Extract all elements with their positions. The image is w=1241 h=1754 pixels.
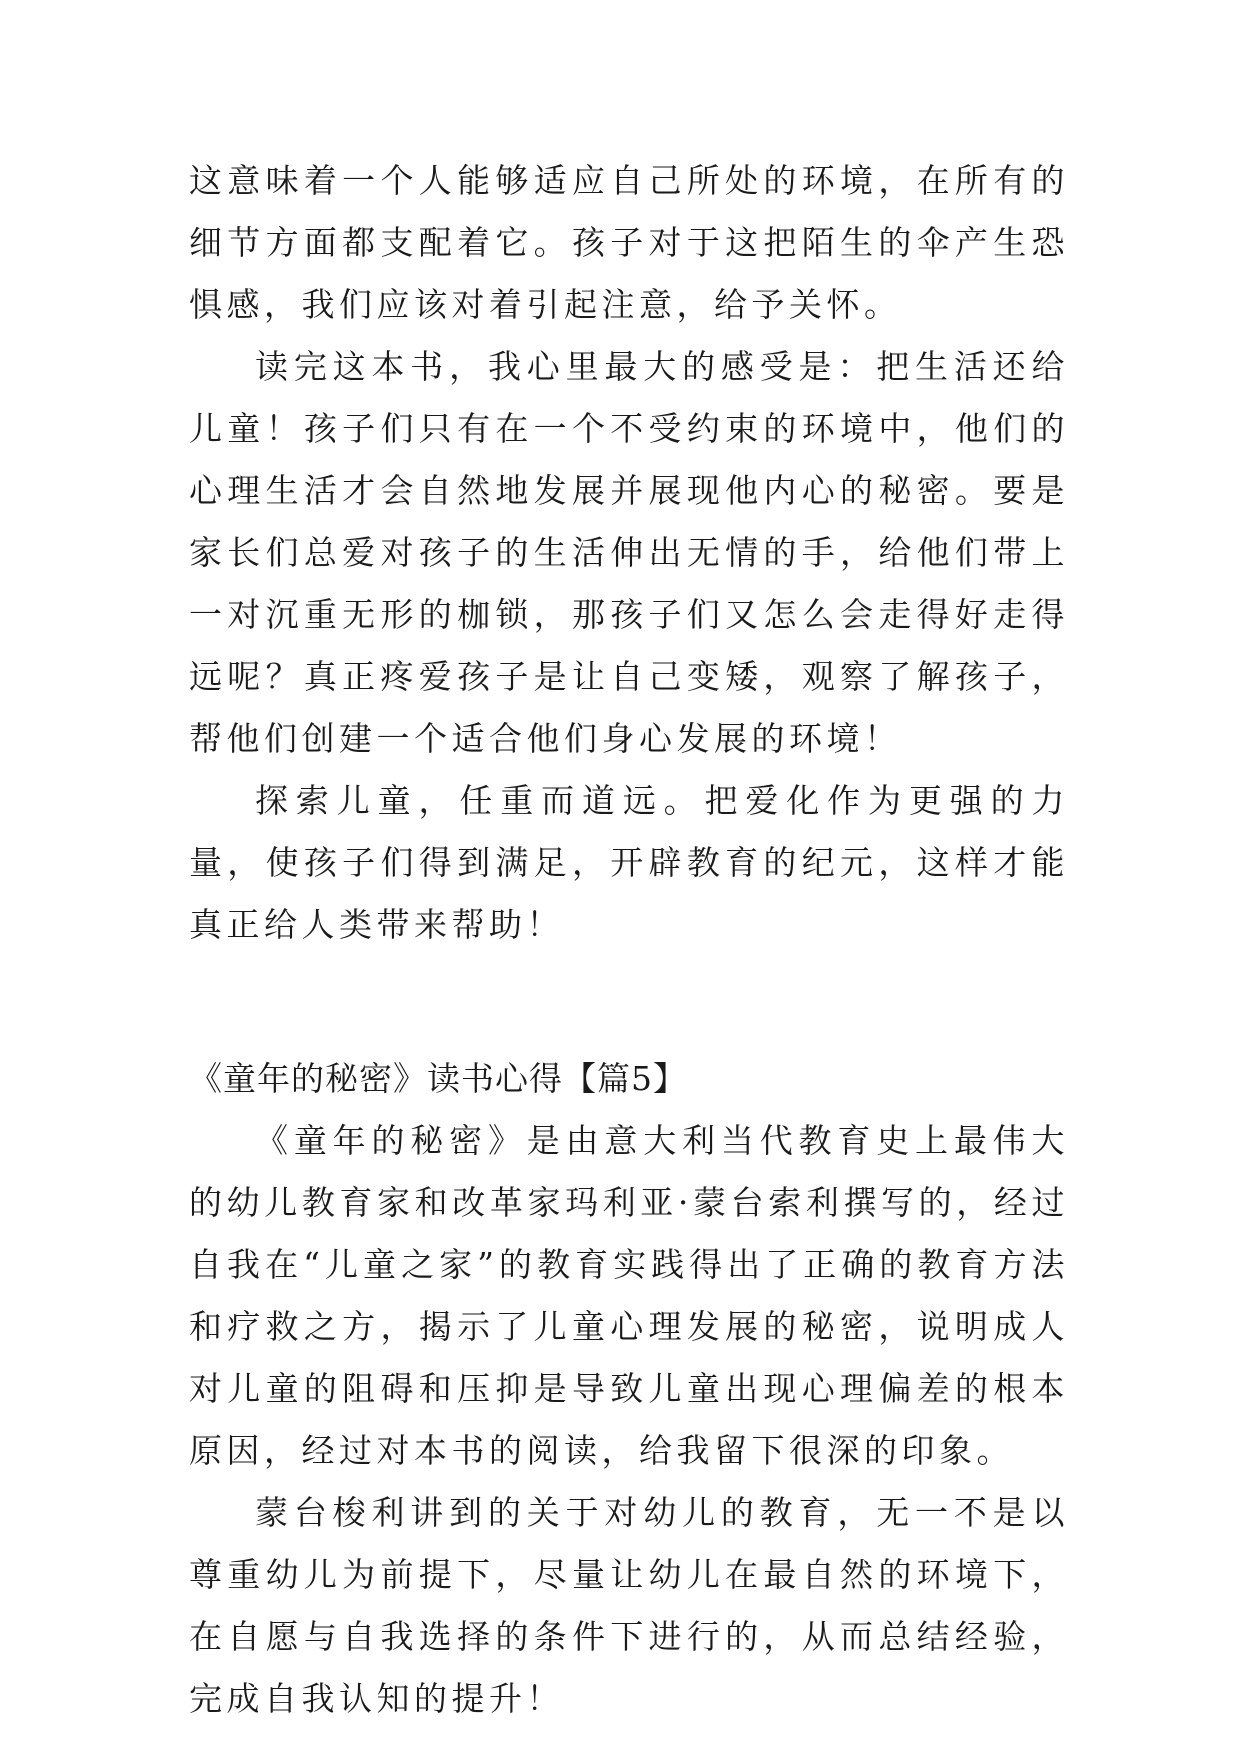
paragraph-conclusion: 探索儿童，任重而道远。把爱化作为更强的力量，使孩子们得到满足，开辟教育的纪元，这样才能真正给人类带来帮助！ bbox=[189, 781, 1069, 944]
paragraph-montessori-education: 蒙台梭利讲到的关于对幼儿的教育，无一不是以尊重幼儿为前提下，尽量让幼儿在最自然的环境下，在自愿与自我选择的条件下进行的，从而总结经验，完成自我认知的提升！ bbox=[189, 1493, 1069, 1718]
paragraph-book-intro: 《童年的秘密》是由意大利当代教育史上最伟大的幼儿教育家和改革家玛利亚·蒙台索利撰写的，经过自我在“儿童之家”的教育实践得出了正确的教育方法和疗救之方，揭示了儿童心理发展的秘密，说明成人对儿童的阻碍和压抑是导致儿童出现心理偏差的根本原因，经过对本书的阅读，给我留下很深的印象。 bbox=[189, 1121, 1069, 1470]
document-body bbox=[189, 150, 1069, 1730]
paragraph-reflection: 读完这本书，我心里最大的感受是：把生活还给儿童！孩子们只有在一个不受约束的环境中，他们的心理生活才会自然地发展并展现他内心的秘密。要是家长们总爱对孩子的生活伸出无情的手，给他们带上一对沉重无形的枷锁，那孩子们又怎么会走得好走得远呢？真正疼爱孩子是让自己变矮，观察了解孩子，帮他们创建一个适合他们身心发展的环境！ bbox=[189, 347, 1069, 758]
section-heading: 《童年的秘密》读书心得【篇5】 bbox=[189, 1059, 687, 1098]
section-spacer bbox=[189, 956, 1069, 1048]
paragraph-continuation: 这意味着一个人能够适应自己所处的环境，在所有的细节方面都支配着它。孩子对于这把陌生的伞产生恐惧感，我们应该对着引起注意，给予关怀。 bbox=[189, 161, 1069, 324]
